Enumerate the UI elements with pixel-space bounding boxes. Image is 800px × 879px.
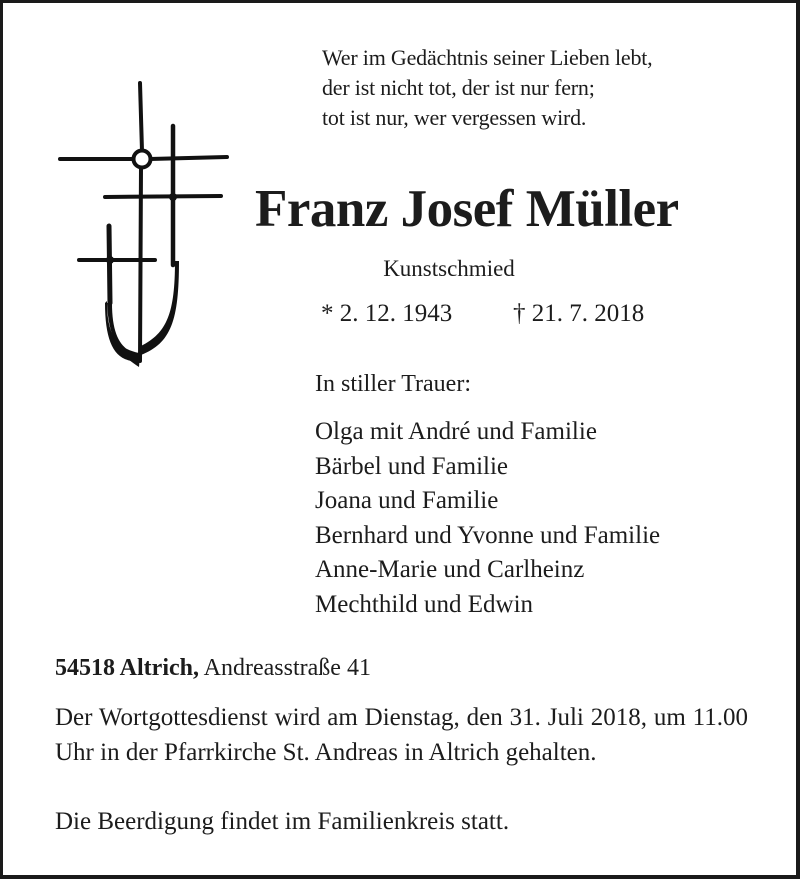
mourner-entry: Bärbel und Familie [315,452,509,480]
birth-date: * 2. 12. 1943 [321,300,453,327]
burial-announcement: Die Beerdigung findet im Familienkreis statt. [55,808,510,835]
mourner-entry: Mechthild und Edwin [315,590,534,618]
profession: Kunstschmied [383,256,515,281]
mourner-entry: Bernhard und Yvonne und Familie [315,521,661,549]
mourners-list [315,415,660,622]
service-announcement: Der Wortgottesdienst wird am Dienstag, den 31. Juli 2018, um 11.00 Uhr in der Pfarrkirche St. Andreas in Altrich gehalten. [55,704,748,766]
memorial-quote [322,43,653,133]
triple-cross-icon [53,73,238,373]
postal-city: 54518 Altrich, [55,655,199,681]
family-address [55,655,371,682]
mourner-entry: Olga mit André und Familie [315,418,597,445]
quote-line: tot ist nur, wer vergessen wird. [322,105,587,130]
quote-line: Wer im Gedächtnis seiner Lieben lebt, [322,45,653,70]
mourner-entry: Anne-Marie und Carlheinz [315,556,585,583]
quote-line: der ist nicht tot, der ist nur fern; [322,75,595,100]
death-date: † 21. 7. 2018 [513,300,645,327]
deceased-name: Franz Josef Müller [255,180,679,238]
mourner-entry: Joana und Familie [315,487,499,514]
street-address: Andreasstraße 41 [199,655,371,681]
mourning-label: In stiller Trauer: [315,371,471,397]
